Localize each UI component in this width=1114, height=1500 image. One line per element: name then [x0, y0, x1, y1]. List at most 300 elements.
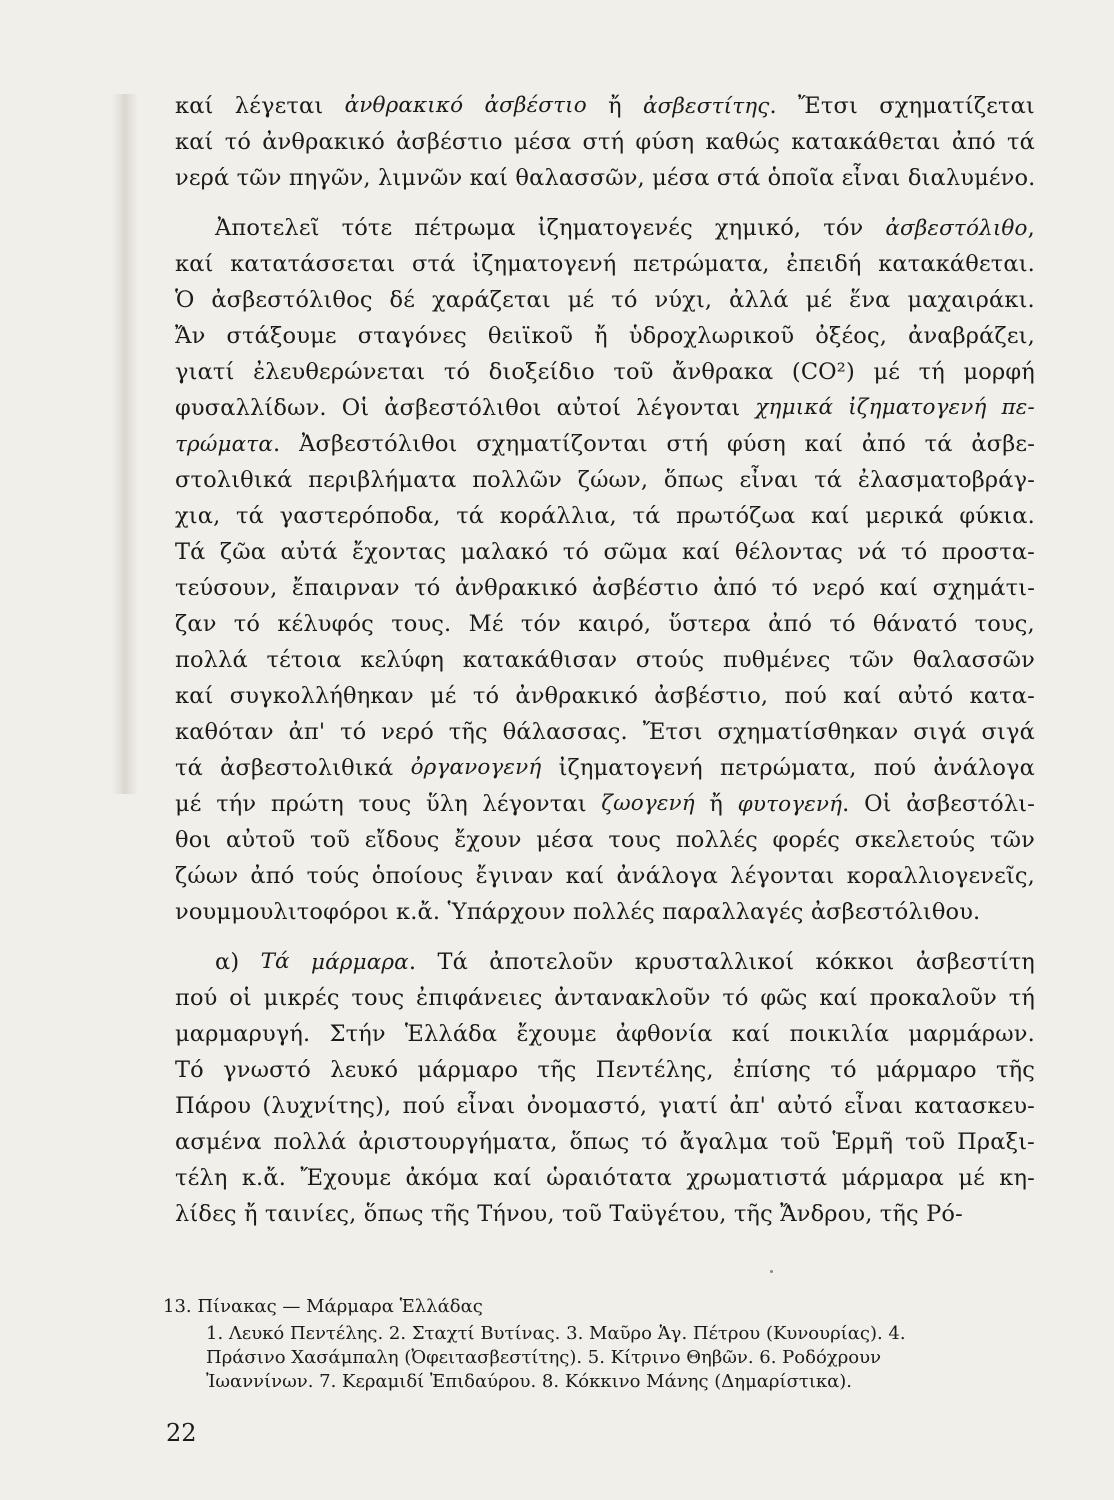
word: τους. [391, 611, 452, 637]
caption-line: Ἰωαννίνων. 7. Κεραμιδί Ἐπιδαύρου. 8. Κόκκινο Μάνης (Δημαρίστικα). [206, 1371, 853, 1392]
body-text [175, 88, 1035, 1232]
word: τό [829, 611, 856, 637]
word: ἐπειδή [786, 251, 862, 277]
word: τά [924, 431, 953, 457]
word: ἔχουν [454, 827, 522, 853]
word: σιγά [913, 719, 967, 745]
word: κοραλλιογενεῖς, [846, 863, 1035, 889]
word: ὡραιότατα [546, 1165, 672, 1191]
word: τό [830, 1057, 857, 1083]
word: ἀνθρακικό [454, 575, 578, 601]
text-line [175, 282, 1035, 318]
word: πού [784, 683, 827, 709]
text-line [175, 498, 1035, 534]
word: τό [443, 359, 471, 385]
word: καί [731, 1021, 771, 1047]
word: ἐλευθερώνεται [253, 359, 426, 385]
word: λευκό [330, 1057, 399, 1083]
word: γνωστό [223, 1057, 311, 1083]
word: τό [414, 575, 441, 601]
word: καί [879, 575, 919, 601]
word: κη- [999, 1165, 1035, 1191]
word: νερό [812, 575, 866, 601]
stray-mark [770, 1270, 773, 1273]
word: ὀξέος, [815, 323, 888, 349]
word: Ἑρμῆ [832, 1129, 894, 1155]
word: μέσα [536, 827, 594, 853]
figure-caption [163, 1292, 1043, 1394]
word: τά [175, 755, 203, 781]
word: κατακάθεται. [878, 251, 1035, 277]
word: θάλασσας. [502, 719, 628, 745]
text-line [175, 570, 1035, 606]
text-line [175, 858, 1035, 894]
punctuation: . [273, 431, 281, 457]
paragraph-gap [175, 196, 1035, 210]
word [643, 88, 777, 124]
italic-term: ζωογενή [601, 791, 695, 816]
word: φῶς [760, 985, 808, 1011]
word: ὑδροχλωρικοῦ [628, 323, 795, 349]
word: καί [565, 863, 605, 889]
word: κατασκευ- [914, 1093, 1035, 1119]
word: φορές [772, 827, 841, 853]
word: λέγονται [730, 863, 835, 889]
word: τους, [974, 611, 1035, 637]
word: ἀσβέστιο [396, 129, 503, 155]
word: θέλοντας [734, 539, 844, 565]
word: ζαν [175, 611, 217, 637]
text-run: νουμμουλιτοφόροι κ.ἄ. Ὑπάρχουν πολλές παραλλαγές ἀσβεστόλιθου. [175, 899, 981, 925]
word: τό [611, 287, 638, 313]
word: θαλασσῶν [912, 647, 1035, 673]
word: ἐπιφάνειες [415, 985, 543, 1011]
word: πού [402, 1093, 446, 1119]
word: τόν [823, 215, 864, 241]
word: σχηματίζεται [879, 93, 1035, 119]
text-line [175, 534, 1035, 570]
text-line [175, 390, 1035, 426]
word: ἀνάλογα [616, 863, 719, 889]
word: ὀνομαστό, [526, 1093, 648, 1119]
word: ἀπ' [288, 719, 326, 745]
word: τοῦ [309, 827, 351, 853]
word: γαστερόποδα, [279, 503, 441, 529]
word: φύση [726, 431, 786, 457]
word: ἤ [594, 323, 608, 349]
word: κατακάθεται [791, 129, 941, 155]
word: εἶναι [739, 467, 799, 493]
text-line [175, 88, 1035, 124]
word: τό [340, 719, 367, 745]
word: ἀναβράζει, [908, 323, 1035, 349]
word: ασμένα [175, 1129, 262, 1155]
word: ἀσβε- [971, 431, 1035, 457]
text-line [175, 246, 1035, 282]
word: συγκολλήθηκαν [229, 683, 414, 709]
word: τό [771, 575, 798, 601]
word: ἐπίσης [733, 1057, 812, 1083]
word: πυθμένες [723, 647, 831, 673]
word: Οἱ [864, 791, 892, 817]
word: τό [562, 539, 590, 565]
word: τό [641, 1129, 668, 1155]
word: καί [175, 129, 214, 155]
word: στά [412, 251, 456, 277]
word: Τά [437, 949, 468, 975]
word: ἔγιναν [475, 863, 554, 889]
page-number: 22 [166, 1419, 197, 1447]
caption-line: 1. Λευκό Πεντέλης. 2. Σταχτί Βυτίνας. 3. Μαῦρο Ἁγ. Πέτρου (Κυνουρίας). 4. [206, 1323, 906, 1344]
word: (CO²) [791, 359, 855, 385]
word: σταγόνες [357, 323, 467, 349]
italic-term: ἀσβεστόλιθο [885, 216, 1028, 241]
caption-line: Πράσινο Χασάμπαλη (Ὀφειτασβεστίτης). 5. Κίτρινο Θηβῶν. 6. Ροδόχρουν [206, 1347, 882, 1368]
word: χημικό, [714, 215, 802, 241]
text-line [175, 894, 1035, 930]
word: ἀπό [250, 863, 295, 889]
word: τό [233, 611, 261, 637]
word: ὕλη [425, 791, 468, 817]
word: ἀνθρακικό [262, 129, 385, 155]
word: ἀσβέστιο, [654, 683, 769, 709]
word [885, 210, 1035, 246]
word: πολλά [175, 647, 248, 673]
word: Ἑλλάδα [404, 1021, 498, 1047]
italic-term: ἀνθρακικό [344, 93, 464, 118]
italic-term: φυτογενή [737, 792, 843, 817]
word: ἀσβεστόλιθος [211, 287, 373, 313]
word: εἶναι [844, 1093, 903, 1119]
word: τότε [341, 215, 393, 241]
word: τούς [306, 863, 360, 889]
word: καθόταν [175, 719, 274, 745]
word: ἰζηματογενές [537, 215, 693, 241]
word: τά [1007, 129, 1035, 155]
text-line [175, 160, 1035, 196]
word: κ.ἄ. [241, 1165, 287, 1191]
word: μέσα [513, 129, 572, 155]
word: σιγά [981, 719, 1035, 745]
word: Ἔτσι [642, 719, 703, 745]
word: χαράζεται [431, 287, 551, 313]
text-line [175, 750, 1035, 786]
word: τό [901, 539, 928, 565]
word: Ἔχουμε [300, 1165, 392, 1191]
text-line [175, 606, 1035, 642]
word: σκελετούς [854, 827, 976, 853]
word: καί [175, 251, 214, 277]
word: μικρές [263, 985, 340, 1011]
word: Ἄν [175, 323, 206, 349]
word: σῶμα [603, 539, 668, 565]
italic-term: Τά [260, 949, 290, 974]
text-line [175, 714, 1035, 750]
word: στή [582, 129, 625, 155]
word: μαχαιράκι. [907, 287, 1035, 313]
word: μαλακό [460, 539, 549, 565]
word: Ὁ [175, 287, 195, 313]
italic-term: ἀσβεστίτης [642, 94, 770, 119]
text-line [175, 124, 1035, 160]
word: καί [175, 683, 214, 709]
word: αὐτό [897, 683, 954, 709]
word: ἄνθρακα [672, 359, 774, 385]
word: χρωματιστά [686, 1165, 828, 1191]
word: καί [819, 985, 858, 1011]
word: πετρώματα, [633, 251, 770, 277]
word: ὁποίους [371, 863, 464, 889]
word: σχημάτι- [932, 575, 1035, 601]
word: τοῦ [613, 359, 654, 385]
scan-shadow [112, 94, 138, 794]
word: στάξουμε [226, 323, 337, 349]
word: ἕνα [849, 287, 891, 313]
text-line [175, 1160, 1035, 1196]
word: πολλά [273, 1129, 347, 1155]
word: Ἀσβεστόλιθοι [299, 431, 458, 457]
word: κρυσταλλικοί [634, 949, 795, 975]
word: ἀπό [861, 431, 906, 457]
word: μέ [430, 683, 457, 709]
word: (λυχνίτης), [262, 1093, 392, 1119]
word: τέτοια [266, 647, 342, 673]
word: μερικά [865, 503, 944, 529]
word: στούς [635, 647, 705, 673]
word: φυσαλλίδων. [175, 395, 327, 421]
word: τά [814, 467, 843, 493]
word: καί [493, 1165, 532, 1191]
word: ἤ [608, 93, 622, 119]
word: καθώς [705, 129, 780, 155]
word: τά [632, 503, 661, 529]
word [738, 786, 850, 822]
text-line [175, 678, 1035, 714]
word: φύση [635, 129, 695, 155]
word: ζῶα [219, 539, 267, 565]
word: ἀσβεστίτη [915, 949, 1035, 975]
word: τους [358, 791, 412, 817]
word: ἀριστουργήματα, [358, 1129, 558, 1155]
word: ἀπ' [729, 1093, 766, 1119]
text-line [175, 944, 1035, 980]
word: τοῦ [905, 1129, 946, 1155]
word: ἀφθονία [615, 1021, 713, 1047]
word: πρώτη [270, 791, 344, 817]
word: Ἀποτελεῖ [215, 215, 320, 241]
word: εἶναι [456, 1093, 516, 1119]
word: ἀνάλογα [933, 755, 1035, 781]
word: ζώων, [577, 467, 649, 493]
word: ὕστερα [668, 611, 751, 637]
word: μέ [805, 287, 833, 313]
word: νά [857, 539, 887, 565]
word: μαρμαρυγή. [175, 1021, 311, 1047]
word: αὐτοῦ [226, 827, 296, 853]
word: τους [351, 985, 405, 1011]
word: κατατάσσεται [230, 251, 396, 277]
word: ποικιλία [789, 1021, 890, 1047]
word: λέγεται [234, 93, 324, 119]
word: λέγονται [636, 395, 741, 421]
word: καί [811, 503, 850, 529]
word: προκαλοῦν [869, 985, 997, 1011]
italic-term: ἀσβέστιο [484, 93, 587, 118]
word: τῶν [849, 647, 895, 673]
word: α) [215, 949, 240, 975]
word: μέ [175, 791, 202, 817]
italic-term: χημικά [755, 395, 834, 420]
word: Τά [175, 539, 206, 565]
word: κατακάθισαν [462, 647, 618, 673]
word: Πάρου [175, 1093, 252, 1119]
word: τῶν [990, 827, 1035, 853]
word: ζώων [175, 863, 239, 889]
word: ἀκόμα [405, 1165, 479, 1191]
word: στή [666, 431, 709, 457]
word: τεύσουν, [175, 575, 278, 601]
word: θάνατό [872, 611, 958, 637]
word: στολιθικά [175, 467, 293, 493]
word: αὐτοί [556, 395, 622, 421]
word: ἀπό [713, 575, 758, 601]
punctuation: , [1027, 215, 1035, 241]
text-line [175, 1196, 1035, 1232]
caption-title: 13. Πίνακας — Μάρμαρα Ἑλλάδας [163, 1296, 483, 1317]
word: ἔχουμε [516, 1021, 597, 1047]
word [311, 944, 416, 980]
word: μορφή [963, 359, 1035, 385]
word: τή [1008, 985, 1035, 1011]
word: τῆς [995, 1057, 1035, 1083]
word: μαρμάρων. [908, 1021, 1035, 1047]
punctuation: . [842, 791, 850, 817]
word: ἀντανακλοῦν [554, 985, 711, 1011]
word: ὅπως [569, 1129, 630, 1155]
word: τέλη [175, 1165, 228, 1191]
text-line [175, 1016, 1035, 1052]
word: τῆς [448, 719, 488, 745]
word: κόκκοι [815, 949, 895, 975]
word: τό [472, 683, 500, 709]
word: Πραξι- [957, 1129, 1035, 1155]
word: θοι [175, 827, 212, 853]
word: τά [236, 503, 264, 529]
text-line [175, 354, 1035, 390]
italic-term: τρώματα [175, 432, 274, 457]
text-run: λίδες ἤ ταινίες, ὅπως τῆς Τήνου, τοῦ Ταϋγέτου, τῆς Ἄνδρου, τῆς Ρό- [175, 1201, 963, 1227]
word: τόν [520, 611, 561, 637]
word: περιβλήματα [308, 467, 457, 493]
italic-term: μάρμαρα [311, 950, 409, 975]
word: πού [873, 755, 917, 781]
word: προστα- [941, 539, 1035, 565]
word: κατα- [969, 683, 1035, 709]
word: πετρώματα, [719, 755, 857, 781]
word: ἀσβέστιο [592, 575, 699, 601]
word: καιρό, [578, 611, 652, 637]
word: μέ [958, 1165, 985, 1191]
word: κελύφη [360, 647, 445, 673]
word: κοράλλια, [499, 503, 617, 529]
word: ἔπαιρναν [291, 575, 400, 601]
word: Πεντέλης, [595, 1057, 714, 1083]
word: καί [682, 539, 721, 565]
word: αὐτό [777, 1093, 833, 1119]
word: Μέ [468, 611, 504, 637]
word: Ἔτσι [798, 93, 858, 119]
italic-term: ὀργανογενή [410, 755, 542, 780]
word: μέ [567, 287, 595, 313]
punctuation: . [769, 93, 777, 119]
word: διοξείδιο [488, 359, 595, 385]
word: κέλυφός [277, 611, 374, 637]
word: πέτρωμα [414, 215, 516, 241]
word: καί [175, 93, 214, 119]
word: δέ [389, 287, 416, 313]
word: πολλές [675, 827, 758, 853]
word: καί [804, 431, 844, 457]
word: ἐλασματοβράγ- [857, 467, 1035, 493]
word: νερό [381, 719, 434, 745]
word: εἴδους [364, 827, 440, 853]
text-line [175, 642, 1035, 678]
word: καί [843, 683, 882, 709]
word: ἤ [709, 791, 724, 817]
paragraph-gap [175, 930, 1035, 944]
text-line [175, 822, 1035, 858]
word: ἄγαλμα [679, 1129, 769, 1155]
word: ὅπως [663, 467, 724, 493]
word: Στήν [329, 1021, 386, 1047]
word: ἀνθρακικό [515, 683, 639, 709]
word: μάρμαρα [841, 1165, 944, 1191]
text-line [175, 1124, 1035, 1160]
word: ἰζηματογενή [472, 251, 617, 277]
word: σχηματίζονται [476, 431, 648, 457]
word: ἔχοντας [352, 539, 447, 565]
word: ἀσβεστολιθικά [220, 755, 394, 781]
word: ἀπό [951, 129, 996, 155]
word: ἰζηματογενή [558, 755, 703, 781]
word: θειϊκοῦ [487, 323, 574, 349]
word: νύχι, [654, 287, 713, 313]
text-line [175, 980, 1035, 1016]
word: τήν [216, 791, 257, 817]
punctuation: . [408, 949, 417, 975]
word: οἱ [229, 985, 252, 1011]
text-line [175, 462, 1035, 498]
word: τό [224, 129, 252, 155]
word: πρωτόζωα [676, 503, 796, 529]
word: αὐτά [280, 539, 338, 565]
word: λέγονται [482, 791, 587, 817]
word: Τό [175, 1057, 204, 1083]
word: τή [918, 359, 945, 385]
word: φύκια. [959, 503, 1035, 529]
word: μέ [873, 359, 901, 385]
text-run: νερά τῶν πηγῶν, λιμνῶν καί θαλασσῶν, μέσα στά ὁποῖα εἶναι διαλυμένο. [175, 165, 1036, 191]
word: μάρμαρο [875, 1057, 977, 1083]
word: τους [608, 827, 662, 853]
word: ἀπό [768, 611, 813, 637]
word: τά [456, 503, 485, 529]
word: Οἱ [341, 395, 370, 421]
word [175, 426, 280, 462]
italic-term: ἰζηματογενή [848, 395, 987, 420]
word: χια, [175, 503, 221, 529]
word: ἀσβεστόλιθοι [384, 395, 542, 421]
